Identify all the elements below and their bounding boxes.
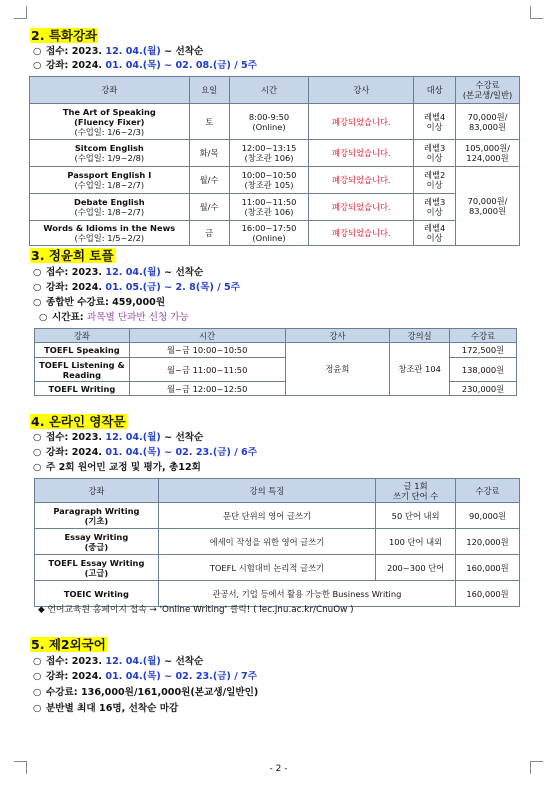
course-title: Words & Idioms in the News [43, 223, 176, 233]
course-title: TOEFL Listening & Reading [35, 358, 130, 382]
header-teacher: 강사 [285, 329, 390, 343]
course-teacher: 폐강되었습니다. [309, 140, 414, 167]
header-time: 시간 [229, 77, 309, 104]
header-target: 대상 [414, 77, 456, 104]
course-fee: 70,000원/ 83,000원 [456, 167, 520, 246]
course-title: Debate English [74, 197, 145, 207]
course-teacher: 폐강되었습니다. [309, 104, 414, 140]
special-course-table [29, 76, 520, 246]
s5-course-period: ○ 강좌: 2024. 01. 04.(목) ~ 02. 23.(금) / 7주 [33, 671, 257, 682]
course-words: 50 단어 내외 [376, 503, 456, 529]
course-dates: (수업일: 1/8~2/7) [74, 180, 145, 190]
table-row [30, 140, 520, 167]
s3-course-period: ○ 강좌: 2024. 01. 05.(금) ~ 2. 8(목) / 5주 [33, 282, 240, 293]
course-dates: (수업일: 1/8~2/7) [74, 207, 145, 217]
course-day: 토 [189, 104, 229, 140]
header-day: 요일 [189, 77, 229, 104]
section-3-heading: 3. 정윤희 토플 [31, 248, 114, 263]
s3-package-fee: ○ 종합반 수강료: 459,000원 [33, 297, 166, 308]
course-fee: 90,000원 [456, 503, 520, 529]
course-title: Sitcom English [74, 143, 144, 153]
course-day: 월/수 [189, 194, 229, 221]
table-row [35, 529, 520, 555]
course-dates: (수업일: 1/5~2/2) [74, 233, 145, 243]
course-teacher: 폐강되었습니다. [309, 194, 414, 221]
header-fee: 수강료 (본교생/일반) [456, 77, 520, 104]
header-word-count: 글 1회 쓰기 단어 수 [376, 479, 456, 503]
course-teacher: 폐강되었습니다. [309, 221, 414, 246]
course-words: 200~300 단어 [376, 555, 456, 581]
section-2-heading: 2. 특화강좌 [31, 28, 98, 43]
course-title: The Art of Speaking (Fluency Fixer) [62, 106, 156, 127]
s3-registration: ○ 접수: 2023. 12. 04.(월) ~ 선착순 [33, 267, 204, 278]
course-fee: 70,000원/ 83,000원 [456, 104, 520, 140]
course-room: 창조관 104 [390, 343, 450, 396]
s3-schedule-label: ○ 시간표: 과목별 단과반 신청 가능 [39, 312, 189, 323]
course-fee: 160,000원 [456, 581, 520, 607]
course-feature: 문단 단위의 영어 글쓰기 [158, 503, 375, 529]
course-teacher: 폐강되었습니다. [309, 167, 414, 194]
course-target: 레벨3 이상 [414, 194, 456, 221]
s2-registration: ○ 접수: 2023. 12. 04.(월) ~ 선착순 [33, 46, 204, 57]
course-title: Paragraph Writing (기초) [35, 503, 159, 529]
course-title: Passport English Ⅰ [67, 170, 152, 180]
course-time: 10:00~10:50 (창조관 105) [229, 167, 309, 194]
header-fee: 수강료 [450, 329, 517, 343]
course-title: TOEFL Writing [35, 382, 130, 396]
toefl-table [34, 328, 517, 396]
course-time: 월~금 12:00~12:50 [129, 382, 285, 396]
course-title: TOEFL Speaking [35, 343, 130, 358]
course-fee: 172,500원 [450, 343, 517, 358]
course-day: 금 [189, 221, 229, 246]
course-time: 16:00~17:50 (Online) [229, 221, 309, 246]
course-target: 레벨4 이상 [414, 104, 456, 140]
course-teacher: 정윤희 [285, 343, 390, 396]
s4-weekly-info: ○ 주 2회 원어민 교정 및 평가, 총12회 [33, 462, 201, 473]
section-4-heading: 4. 온라인 영작문 [31, 414, 126, 429]
course-title: TOEIC Writing [35, 581, 159, 607]
section-5-heading: 5. 제2외국어 [31, 637, 106, 652]
header-course: 강좌 [35, 479, 159, 503]
course-title: TOEFL Essay Writing (고급) [35, 555, 159, 581]
page-number: - 2 - [269, 764, 288, 774]
table-row [30, 221, 520, 246]
s4-registration: ○ 접수: 2023. 12. 04.(월) ~ 선착순 [33, 432, 204, 443]
course-title: Essay Writing (중급) [35, 529, 159, 555]
course-feature: 관공서, 기업 등에서 활용 가능한 Business Writing [158, 581, 455, 607]
table-row [35, 343, 517, 358]
s5-capacity: ○ 분반별 최대 16명, 선착순 마감 [33, 703, 179, 714]
table-row [35, 555, 520, 581]
header-time: 시간 [129, 329, 285, 343]
course-target: 레벨2 이상 [414, 167, 456, 194]
course-dates: (수업일: 1/9~2/8) [74, 153, 145, 163]
header-course: 강좌 [35, 329, 130, 343]
header-teacher: 강사 [309, 77, 414, 104]
course-time: 11:00~11:50 (창조관 106) [229, 194, 309, 221]
s5-fee: ○ 수강료: 136,000원/161,000원(본교생/일반인) [33, 687, 259, 698]
s4-course-period: ○ 강좌: 2024. 01. 04.(목) ~ 02. 23.(금) / 6주 [33, 447, 257, 458]
course-target: 레벨3 이상 [414, 140, 456, 167]
course-time: 월~금 10:00~10:50 [129, 343, 285, 358]
crop-mark-top-right [530, 6, 543, 19]
course-target: 레벨4 이상 [414, 221, 456, 246]
course-day: 화/목 [189, 140, 229, 167]
course-fee: 230,000원 [450, 382, 517, 396]
writing-table [34, 478, 520, 607]
table-row [30, 194, 520, 221]
header-course: 강좌 [30, 77, 190, 104]
course-words: 100 단어 내외 [376, 529, 456, 555]
course-time: 12:00~13:15 (창조관 106) [229, 140, 309, 167]
course-fee: 105,000원/ 124,000원 [456, 140, 520, 167]
course-fee: 160,000원 [456, 555, 520, 581]
s5-registration: ○ 접수: 2023. 12. 04.(월) ~ 선착순 [33, 656, 204, 667]
course-dates: (수업일: 1/6~2/3) [74, 126, 145, 137]
header-room: 강의실 [390, 329, 450, 343]
online-writing-note: ◆ 언어교육원 홈페이지 접속 → 'Online Writing' 클릭! ( lec.jnu.ac.kr/CnuOw ) [38, 605, 354, 615]
course-fee: 120,000원 [456, 529, 520, 555]
course-feature: 에세이 작성을 위한 영어 글쓰기 [158, 529, 375, 555]
header-fee: 수강료 [456, 479, 520, 503]
course-time: 8:00-9:50 (Online) [229, 104, 309, 140]
s2-course-period: ○ 강좌: 2024. 01. 04.(목) ~ 02. 08.(금) / 5주 [33, 60, 257, 71]
table-row [35, 581, 520, 607]
table-row [35, 503, 520, 529]
course-feature: TOEFL 시험대비 논리적 글쓰기 [158, 555, 375, 581]
crop-mark-top-left [14, 6, 27, 19]
header-feature: 강의 특징 [158, 479, 375, 503]
course-day: 월/수 [189, 167, 229, 194]
course-fee: 138,000원 [450, 358, 517, 382]
table-row [30, 167, 520, 194]
table-row [30, 104, 520, 140]
course-time: 월~금 11:00~11:50 [129, 358, 285, 382]
